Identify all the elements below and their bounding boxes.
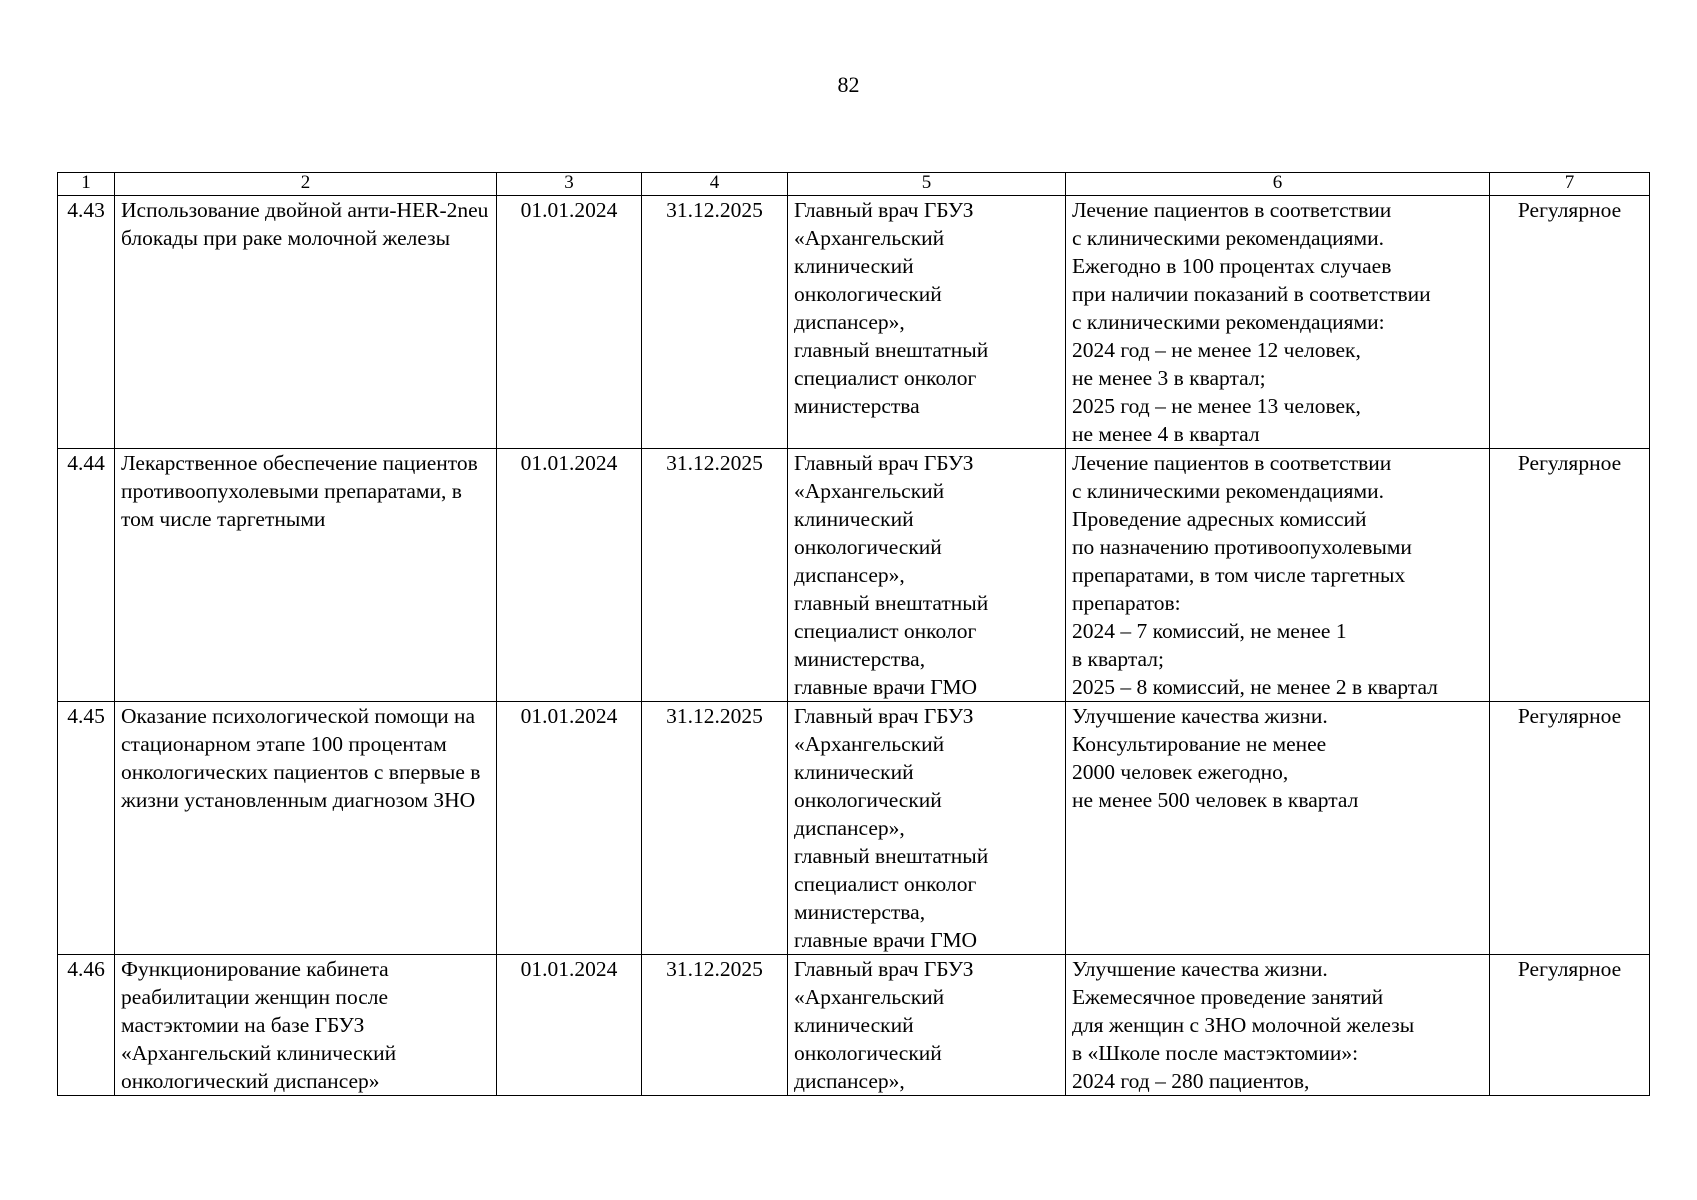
responsible-line: главные врачи ГМО [794, 675, 978, 699]
table-row [58, 196, 1650, 449]
responsible-line: онкологический [794, 1041, 942, 1065]
activity-name: Лекарственное обеспечение пациентов противоопухолевыми препаратами, в том числе таргетными [115, 449, 497, 702]
start-date: 01.01.2024 [497, 702, 642, 955]
result-cell [1066, 196, 1490, 449]
result-line: с клиническими рекомендациями: [1072, 310, 1385, 334]
responsible-line: министерства [794, 394, 920, 418]
responsible-line: клинический [794, 760, 914, 784]
event-kind: Регулярное [1490, 955, 1650, 1096]
end-date: 31.12.2025 [642, 955, 788, 1096]
result-line: 2024 год – 280 пациентов, [1072, 1069, 1310, 1093]
responsible-line: министерства, [794, 900, 926, 924]
row-number: 4.43 [58, 196, 115, 449]
activity-name: Функционирование кабинета реабилитации женщин после мастэктомии на базе ГБУЗ «Архангельский клинический онкологический диспансер» [115, 955, 497, 1096]
responsible-line: диспансер», [794, 1069, 905, 1093]
table-row [58, 955, 1650, 1096]
responsible-line: главный внештатный [794, 844, 989, 868]
result-line: Улучшение качества жизни. [1072, 957, 1328, 981]
result-cell [1066, 955, 1490, 1096]
header-row [58, 173, 1650, 196]
result-line: с клиническими рекомендациями. [1072, 226, 1384, 250]
result-line: 2000 человек ежегодно, [1072, 760, 1289, 784]
responsible-line: клинический [794, 1013, 914, 1037]
start-date: 01.01.2024 [497, 955, 642, 1096]
responsible-line: Главный врач ГБУЗ [794, 198, 974, 222]
responsible-line: главный внештатный [794, 338, 989, 362]
responsible-line: онкологический [794, 535, 942, 559]
responsible-cell [788, 955, 1066, 1096]
result-line: препаратами, в том числе таргетных [1072, 563, 1406, 587]
header-col-2: 2 [115, 173, 497, 196]
result-line: Ежегодно в 100 процентах случаев [1072, 254, 1392, 278]
header-col-7: 7 [1490, 173, 1650, 196]
responsible-line: диспансер», [794, 563, 905, 587]
event-kind: Регулярное [1490, 702, 1650, 955]
result-line: Проведение адресных комиссий [1072, 507, 1367, 531]
responsible-line: министерства, [794, 647, 926, 671]
responsible-line: «Архангельский [794, 732, 945, 756]
responsible-line: онкологический [794, 282, 942, 306]
row-number: 4.45 [58, 702, 115, 955]
end-date: 31.12.2025 [642, 196, 788, 449]
result-cell [1066, 449, 1490, 702]
responsible-line: «Архангельский [794, 226, 945, 250]
result-line: в «Школе после мастэктомии»: [1072, 1041, 1359, 1065]
result-line: с клиническими рекомендациями. [1072, 479, 1384, 503]
result-line: не менее 500 человек в квартал [1072, 788, 1359, 812]
responsible-line: диспансер», [794, 310, 905, 334]
activity-name: Оказание психологической помощи на стационарном этапе 100 процентам онкологических пациентов с впервые в жизни установленным диагнозом ЗНО [115, 702, 497, 955]
responsible-cell [788, 702, 1066, 955]
plan-table [57, 172, 1650, 1096]
responsible-line: онкологический [794, 788, 942, 812]
end-date: 31.12.2025 [642, 449, 788, 702]
result-line: при наличии показаний в соответствии [1072, 282, 1431, 306]
header-col-1: 1 [58, 173, 115, 196]
table-row [58, 702, 1650, 955]
start-date: 01.01.2024 [497, 196, 642, 449]
result-line: для женщин с ЗНО молочной железы [1072, 1013, 1415, 1037]
responsible-cell [788, 449, 1066, 702]
responsible-line: клинический [794, 507, 914, 531]
result-line: Ежемесячное проведение занятий [1072, 985, 1384, 1009]
event-kind: Регулярное [1490, 449, 1650, 702]
responsible-line: специалист онколог [794, 619, 977, 643]
responsible-line: клинический [794, 254, 914, 278]
page-number: 82 [837, 72, 860, 97]
result-line: Лечение пациентов в соответствии [1072, 451, 1392, 475]
row-number: 4.44 [58, 449, 115, 702]
table-row [58, 449, 1650, 702]
result-line: 2024 – 7 комиссий, не менее 1 [1072, 619, 1347, 643]
header-col-3: 3 [497, 173, 642, 196]
result-line: по назначению противоопухолевыми [1072, 535, 1412, 559]
responsible-line: главные врачи ГМО [794, 928, 978, 952]
responsible-line: Главный врач ГБУЗ [794, 704, 974, 728]
result-line: не менее 4 в квартал [1072, 422, 1260, 446]
header-col-6: 6 [1066, 173, 1490, 196]
responsible-line: диспансер», [794, 816, 905, 840]
start-date: 01.01.2024 [497, 449, 642, 702]
result-line: препаратов: [1072, 591, 1181, 615]
result-line: Лечение пациентов в соответствии [1072, 198, 1392, 222]
responsible-line: специалист онколог [794, 872, 977, 896]
responsible-line: «Архангельский [794, 985, 945, 1009]
result-line: 2024 год – не менее 12 человек, [1072, 338, 1361, 362]
result-line: в квартал; [1072, 647, 1164, 671]
result-line: Улучшение качества жизни. [1072, 704, 1328, 728]
event-kind: Регулярное [1490, 196, 1650, 449]
responsible-line: специалист онколог [794, 366, 977, 390]
responsible-line: Главный врач ГБУЗ [794, 451, 974, 475]
result-line: 2025 год – не менее 13 человек, [1072, 394, 1361, 418]
activity-name: Использование двойной анти-HER-2neu блокады при раке молочной железы [115, 196, 497, 449]
responsible-line: Главный врач ГБУЗ [794, 957, 974, 981]
result-cell [1066, 702, 1490, 955]
responsible-line: «Архангельский [794, 479, 945, 503]
header-col-5: 5 [788, 173, 1066, 196]
header-col-4: 4 [642, 173, 788, 196]
result-line: 2025 – 8 комиссий, не менее 2 в квартал [1072, 675, 1438, 699]
responsible-line: главный внештатный [794, 591, 989, 615]
row-number: 4.46 [58, 955, 115, 1096]
result-line: Консультирование не менее [1072, 732, 1327, 756]
result-line: не менее 3 в квартал; [1072, 366, 1266, 390]
responsible-cell [788, 196, 1066, 449]
end-date: 31.12.2025 [642, 702, 788, 955]
